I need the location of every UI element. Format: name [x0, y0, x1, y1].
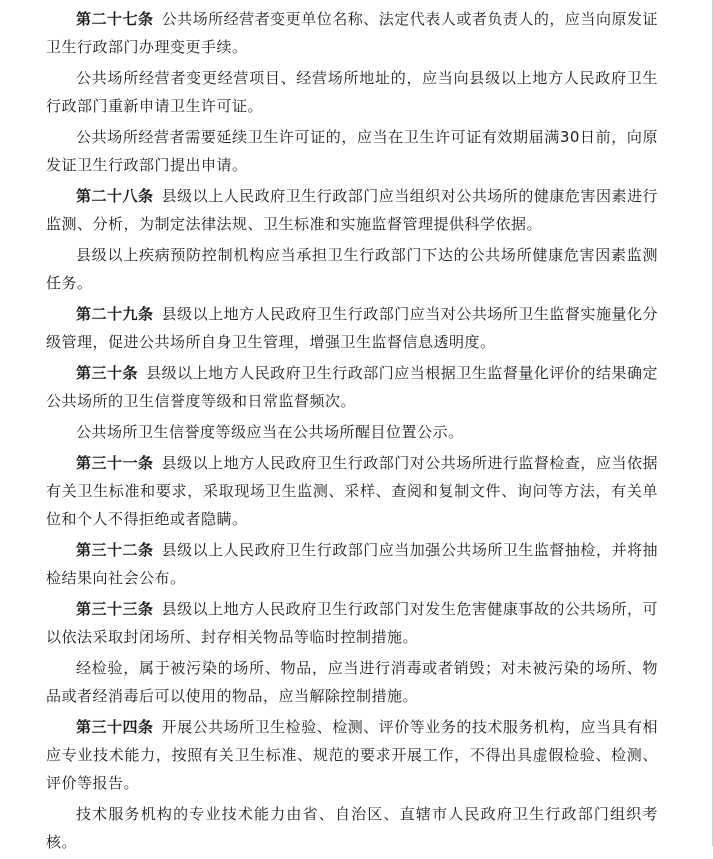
paragraph-27-3	[46, 123, 658, 179]
article-label: 第二十九条	[76, 305, 154, 323]
article-label: 第三十四条	[76, 718, 154, 736]
paragraph-text: 经检验，属于被污染的场所、物品，应当进行消毒或者销毁；对未被污染的场所、物品或者经消毒后可以使用的物品，应当解除控制措施。	[46, 659, 658, 705]
paragraph-30-1	[46, 359, 658, 415]
paragraph-text: 公共场所经营者变更经营项目、经营场所地址的，应当向县级以上地方人民政府卫生行政部门重新申请卫生许可证。	[46, 69, 658, 115]
paragraph-27-1	[46, 5, 658, 61]
paragraph-34-2	[46, 800, 658, 856]
paragraph-text: 公共场所经营者变更单位名称、法定代表人或者负责人的，应当向原发证卫生行政部门办理变更手续。	[46, 10, 658, 56]
paragraph-text: 开展公共场所卫生检验、检测、评价等业务的技术服务机构，应当具有相应专业技术能力，按照有关卫生标准、规范的要求开展工作，不得出具虚假检验、检测、评价等报告。	[46, 718, 658, 792]
paragraph-27-2	[46, 64, 658, 120]
paragraph-33-2	[46, 654, 658, 710]
paragraph-32-1	[46, 536, 658, 592]
paragraph-28-2	[46, 241, 658, 297]
paragraph-33-1	[46, 595, 658, 651]
paragraph-text: 县级以上人民政府卫生行政部门应当加强公共场所卫生监督抽检，并将抽检结果向社会公布。	[46, 541, 658, 587]
article-label: 第三十一条	[76, 454, 154, 472]
paragraph-text: 县级以上人民政府卫生行政部门应当组织对公共场所的健康危害因素进行监测、分析，为制定法律法规、卫生标准和实施监督管理提供科学依据。	[46, 187, 658, 233]
paragraph-text: 县级以上地方人民政府卫生行政部门对公共场所进行监督检查，应当依据有关卫生标准和要求，采取现场卫生监测、采样、查阅和复制文件、询问等方法，有关单位和个人不得拒绝或者隐瞒。	[46, 454, 658, 528]
article-label: 第二十八条	[76, 187, 154, 205]
paragraph-text: 技术服务机构的专业技术能力由省、自治区、直辖市人民政府卫生行政部门组织考核。	[46, 805, 658, 851]
article-label: 第二十七条	[76, 10, 154, 28]
paragraph-text: 县级以上地方人民政府卫生行政部门对发生危害健康事故的公共场所，可以依法采取封闭场所、封存相关物品等临时控制措施。	[46, 600, 658, 646]
paragraph-text: 县级以上地方人民政府卫生行政部门应当对公共场所卫生监督实施量化分级管理，促进公共场所自身卫生管理，增强卫生监督信息透明度。	[46, 305, 658, 351]
paragraph-34-1	[46, 713, 658, 797]
paragraph-31-1	[46, 449, 658, 533]
document-body	[46, 5, 658, 859]
article-label: 第三十条	[76, 364, 139, 382]
paragraph-30-2	[46, 418, 658, 446]
paragraph-text: 公共场所卫生信誉度等级应当在公共场所醒目位置公示。	[76, 423, 464, 441]
paragraph-text: 公共场所经营者需要延续卫生许可证的，应当在卫生许可证有效期届满30日前，向原发证卫生行政部门提出申请。	[46, 128, 658, 174]
paragraph-29-1	[46, 300, 658, 356]
article-label: 第三十二条	[76, 541, 154, 559]
paragraph-28-1	[46, 182, 658, 238]
paragraph-text: 县级以上地方人民政府卫生行政部门应当根据卫生监督量化评价的结果确定公共场所的卫生信誉度等级和日常监督频次。	[46, 364, 658, 410]
article-label: 第三十三条	[76, 600, 154, 618]
paragraph-text: 县级以上疾病预防控制机构应当承担卫生行政部门下达的公共场所健康危害因素监测任务。	[46, 246, 658, 292]
